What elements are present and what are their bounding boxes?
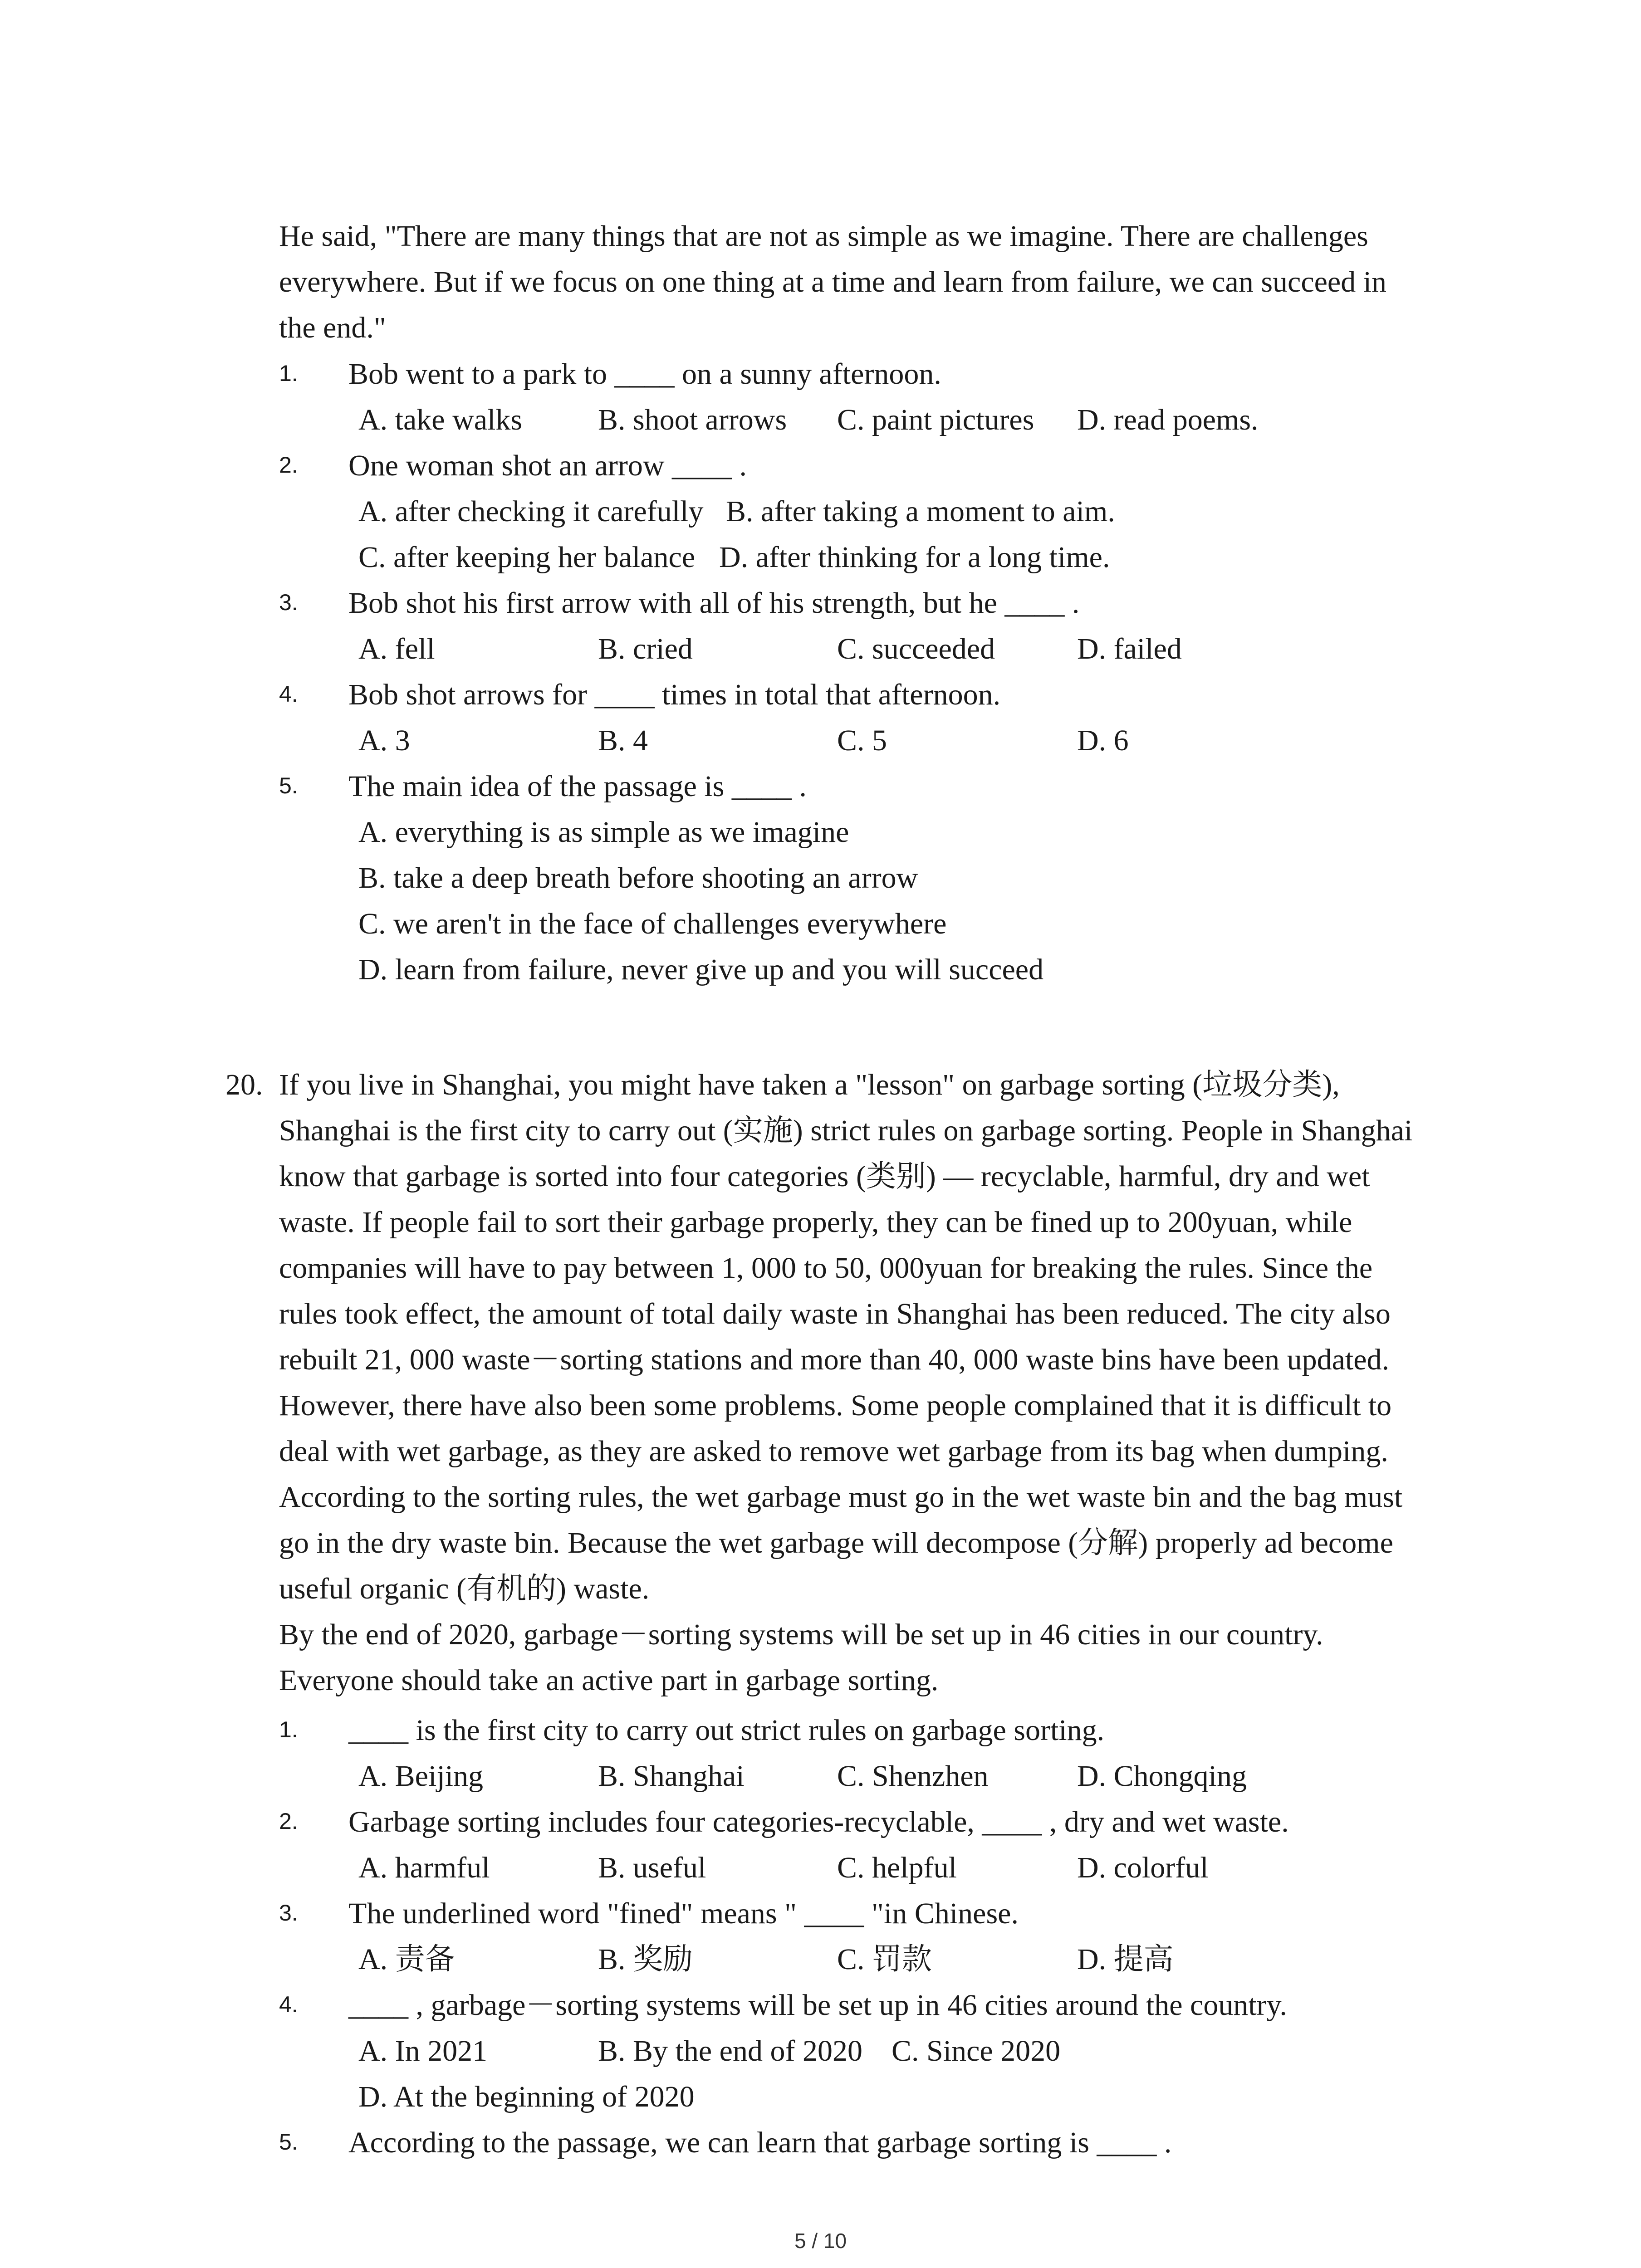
option-a: A. In 2021 <box>358 2034 488 2068</box>
option-b: B. 奖励 <box>598 1943 693 1976</box>
question-text: Bob shot his first arrow with all of his strength, but he ____ . <box>348 587 1080 620</box>
option-a: A. 3 <box>358 724 410 757</box>
paragraph-line: He said, "There are many things that are not as simple as we imagine. There are challenges <box>279 220 1368 253</box>
option-c: C. succeeded <box>837 632 995 665</box>
option-d: D. after thinking for a long time. <box>719 541 1110 574</box>
question-number: 3. <box>279 1900 298 1926</box>
question-number: 5. <box>279 773 298 798</box>
paragraph-line: rebuilt 21, 000 waste－sorting stations and more than 40, 000 waste bins have been updated. <box>279 1343 1389 1376</box>
option-a: A. fell <box>358 632 435 665</box>
paragraph-line: If you live in Shanghai, you might have taken a "lesson" on garbage sorting (垃圾分类), <box>279 1068 1340 1101</box>
paragraph-line: go in the dry waste bin. Because the wet garbage will decompose (分解) properly ad become <box>279 1526 1393 1559</box>
option-d: D. Chongqing <box>1077 1760 1247 1793</box>
option-b: B. By the end of 2020 <box>598 2034 862 2068</box>
option-a: A. take walks <box>358 403 523 436</box>
option-c: C. helpful <box>837 1851 957 1884</box>
page-number: 5 / 10 <box>794 2229 847 2253</box>
passage-number: 20. <box>225 1068 263 1101</box>
paragraph-line: useful organic (有机的) waste. <box>279 1572 650 1605</box>
option-c: C. Shenzhen <box>837 1760 989 1793</box>
question-text: The underlined word "fined" means " ____ "in Chinese. <box>348 1897 1019 1930</box>
paragraph-line: rules took effect, the amount of total daily waste in Shanghai has been reduced. The city also <box>279 1297 1391 1330</box>
passage-20-paragraph <box>279 1062 1468 1703</box>
question-number: 4. <box>279 681 298 707</box>
question-text: Bob shot arrows for ____ times in total that afternoon. <box>348 678 1001 711</box>
option-a: A. after checking it carefully <box>358 495 704 528</box>
option-a: A. 责备 <box>358 1943 455 1976</box>
option-d: D. colorful <box>1077 1851 1209 1884</box>
question-text: The main idea of the passage is ____ . <box>348 770 807 803</box>
option-d: D. 6 <box>1077 724 1129 757</box>
option-b: B. after taking a moment to aim. <box>726 495 1115 528</box>
question-number: 3. <box>279 590 298 615</box>
paragraph-line: know that garbage is sorted into four categories (类别) — recyclable, harmful, dry and wet <box>279 1160 1370 1193</box>
question-text: Bob went to a park to ____ on a sunny afternoon. <box>348 357 941 391</box>
question-text: ____ , garbage－sorting systems will be set up in 46 cities around the country. <box>348 1989 1287 2022</box>
paragraph-line: However, there have also been some problems. Some people complained that it is difficult to <box>279 1389 1392 1422</box>
option-d: D. failed <box>1077 632 1182 665</box>
question-text: According to the passage, we can learn that garbage sorting is ____ . <box>348 2126 1172 2159</box>
option-c: C. after keeping her balance <box>358 541 696 574</box>
option-a: A. Beijing <box>358 1760 483 1793</box>
option-b: B. take a deep breath before shooting an arrow <box>358 861 918 894</box>
option-d: D. At the beginning of 2020 <box>358 2080 695 2113</box>
paragraph-line: By the end of 2020, garbage－sorting systems will be set up in 46 cities in our country. <box>279 1618 1323 1651</box>
question-number: 2. <box>279 1809 298 1834</box>
option-d: D. read poems. <box>1077 403 1259 436</box>
option-b: B. cried <box>598 632 693 665</box>
question-number: 4. <box>279 1992 298 2017</box>
option-a: A. harmful <box>358 1851 490 1884</box>
option-b: B. shoot arrows <box>598 403 787 436</box>
option-a: A. everything is as simple as we imagine <box>358 816 849 849</box>
option-b: B. useful <box>598 1851 706 1884</box>
paragraph-line: Shanghai is the first city to carry out (实施) strict rules on garbage sorting. People in Shanghai <box>279 1114 1413 1147</box>
question-number: 1. <box>279 1717 298 1742</box>
question-number: 2. <box>279 452 298 478</box>
option-c: C. 5 <box>837 724 887 757</box>
option-b: B. 4 <box>598 724 648 757</box>
question-number: 5. <box>279 2129 298 2155</box>
option-d: D. 提高 <box>1077 1943 1174 1976</box>
option-c: C. paint pictures <box>837 403 1034 436</box>
paragraph-line: companies will have to pay between 1, 000 to 50, 000yuan for breaking the rules. Since the <box>279 1251 1373 1285</box>
option-b: B. Shanghai <box>598 1760 745 1793</box>
option-d: D. learn from failure, never give up and you will succeed <box>358 953 1044 986</box>
option-c: C. Since 2020 <box>892 2034 1061 2068</box>
question-text: One woman shot an arrow ____ . <box>348 449 747 482</box>
paragraph-line: Everyone should take an active part in garbage sorting. <box>279 1664 939 1697</box>
paragraph-line: the end." <box>279 311 386 344</box>
passage-19-paragraph <box>279 213 1468 351</box>
option-c: C. we aren't in the face of challenges everywhere <box>358 907 947 940</box>
paragraph-line: everywhere. But if we focus on one thing at a time and learn from failure, we can succeed in <box>279 265 1387 298</box>
paragraph-line: deal with wet garbage, as they are asked to remove wet garbage from its bag when dumping. <box>279 1435 1388 1468</box>
paragraph-line: waste. If people fail to sort their garbage properly, they can be fined up to 200yuan, while <box>279 1206 1352 1239</box>
paragraph-line: According to the sorting rules, the wet garbage must go in the wet waste bin and the bag must <box>279 1481 1403 1514</box>
question-text: ____ is the first city to carry out strict rules on garbage sorting. <box>348 1714 1105 1747</box>
question-number: 1. <box>279 361 298 386</box>
option-c: C. 罚款 <box>837 1943 932 1976</box>
question-text: Garbage sorting includes four categories-recyclable, ____ , dry and wet waste. <box>348 1805 1289 1838</box>
